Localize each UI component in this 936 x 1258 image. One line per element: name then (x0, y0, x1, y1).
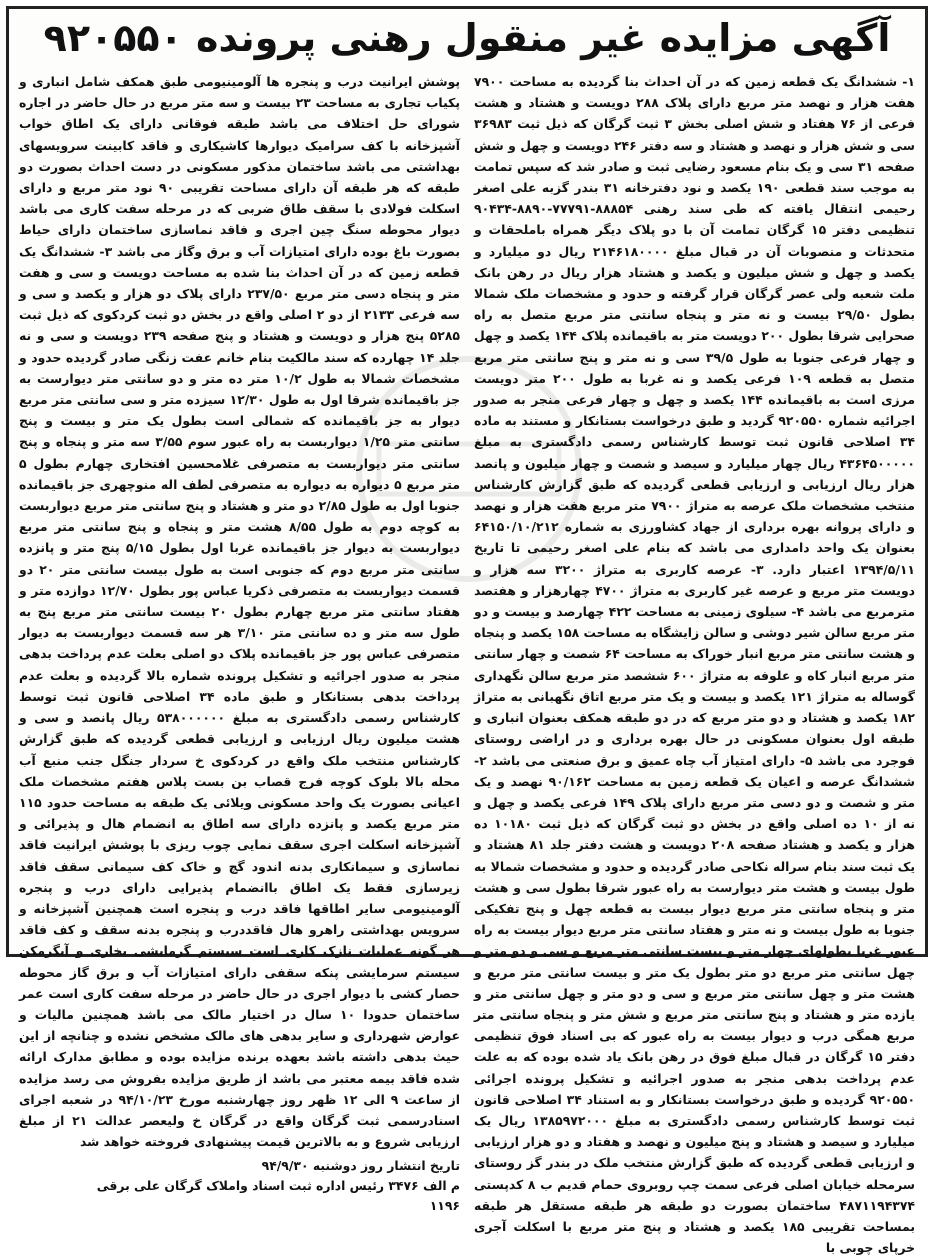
notice-column-left (19, 71, 461, 1214)
notice-footer (19, 1156, 460, 1216)
notice-code: ۱۱۹۶ (429, 1198, 460, 1214)
publish-date: تاریخ انتشار روز دوشنبه ۹۴/۹/۳۰ (261, 1158, 460, 1174)
notice-columns (19, 71, 916, 1256)
notice-text-right: ۱- ششدانگ یک قطعه زمین که در آن احداث بنا گردیده به مساحت ۷۹۰۰ هفت هزار و نهصد متر مربع دارای پلاک ۲۸۸ دویست و هشتاد و هشت فرعی از ۷۶ هفتاد و شش اصلی بخش ۳ ثبت گرگان که ذیل ثبت ۳۶۹۸۳ سی و شش هزار و نهصد و هشتاد و سه دفتر ۲۴۶ دویست و چهل و شش صفحه ۳۱ سی و یک بنام مسعود رضایی ثبت و صادر شد که سپس تمامت به موجب سند قطعی ۱۹۰ یکصد و نود دفترخانه ۳۱ بندر گزبه علی اصغر رحیمی انتقال یافته که طی سند رهنی ۸۸۸۵۴-۷۷۷۹۱-۸۸۹۰-۹۰۴۳۴ تنظیمی دفتر ۱۵ گرگان تمامت آن با دو پلاک دیگر همراه باملحقات و متحدثات و منصوبات آن در قبال مبلغ ۲۱۴۶۱۸۰۰۰۰ ریال دو میلیارد و یکصد و چهل و شش میلیون و یکصد و هشتاد هزار ریال در رهن بانک ملت شعبه ولی عصر گرگان قرار گرفته و حدود و مشخصات ملک شمالا بطول ۲۹/۵۰ بیست و نه متر و پنجاه سانتی متر مربع متصل به راه صحرایی شرقا بطول ۲۰۰ دویست متر به باقیمانده پلاک ۱۴۴ یکصد و چهل و چهار فرعی جنوبا به طول ۳۹/۵ سی و نه متر و پنج سانتی متر مربع متصل به قطعه ۱۰۹ فرعی یکصد و نه غربا به طول ۲۰۰ متر دویست مرزی است به باقیمانده ۱۴۴ یکصد و چهل و چهار فرعی منجر به صدور اجرائیه شماره ۹۲۰۵۵۰ گردید و طبق درخواست بستانکار و مستند به ماده ۳۴ اصلاحی قانون ثبت توسط کارشناس رسمی دادگستری به مبلغ ۴۳۶۴۵۰۰۰۰۰ ریال چهار میلیارد و سیصد و شصت و چهار میلیون و پانصد هزار ریال ارزیابی و ارزیابی قطعی گردیده که طبق گزارش کارشناس منتخب مشخصات ملک عرصه به متراژ ۷۹۰۰ متر مربع هفت هزار و نهصد و دارای پروانه بهره برداری از جهاد کشاورزی به شماره ۶۴۱۵۰/۱۰/۲۱۲ بعنوان یک واحد دامداری می باشد که بنام علی اصغر رحیمی تا تاریخ ۱۳۹۴/۵/۱۱ اعتبار دارد. ۳- عرصه کاربری به متراژ ۳۲۰۰ سه هزار و دویست متر مربع و عرصه غیر کاربری به متراژ ۴۷۰۰ چهارهزار و هفتصد مترمربع می باشد ۴- سیلوی زمینی به مساحت ۴۲۲ چهارصد و بیست و دو متر مربع سالن شیر دوشی و سالن زایشگاه به مساحت ۱۵۸ یکصد و پنجاه و هشت سانتی متر مربع انبار خوراک به مساحت ۶۴ شصت و چهار سانتی متر مربع انبار کاه و علوفه به متراژ ۶۰۰ ششصد متر مربع سالن نگهداری گوساله به متراژ ۱۲۱ یکصد و بیست و یک متر مربع اتاق نگهبانی به متراژ ۱۸۲ یکصد و هشتاد و دو متر مربع که در دو طبقه همکف بعنوان انباری و طبقه اول بعنوان مسکونی در حال بهره برداری و در اراضی روستای فوجرد می باشد ۵- دارای امتیاز آب چاه عمیق و برق صنعتی می باشد ۲- ششدانگ عرصه و اعیان یک قطعه زمین به مساحت ۹۰/۱۶۲ نهصد و یک متر و شصت و دو دسی متر مربع دارای پلاک ۱۴۹ فرعی یکصد و چهل و نه از ۱۰ ده اصلی واقع در بخش دو ثبت گرگان که ذیل ثبت ۱۰۱۸۰ ده هزار و یکصد و هشتاد صفحه ۲۰۸ دویست و هشت دفتر جلد ۸۱ هشتاد و یک ثبت سند بنام سراله نکاحی صادر گردیده و حدود و مشخصات شمالا به طول بیست و هشت متر دیوارست به راه عبور شرقا بطول سی و هشت متر و پنجاه سانتی متر مربع دیوار بیست به قطعه چهل و پنج تفکیکی جنوبا به طول بیست و نه متر و هفتاد سانتی متر مربع دیوار بیست به راه عبور غربا بطولهای چهار متر و بیست سانتی متر مربع و سی و دو متر و چهل سانتی متر مربع دو متر بطول یک متر و بیست سانتی متر مربع و هشت متر و چهل سانتی متر مربع و سی و دو متر و چهل سانتی متر و یازده متر و هشتاد و پنج سانتی متر مربع و شش متر و پنجاه سانتی متر مربع همگی درب و دیوار بیست به راه عبور که بی اسناد فوق تنظیمی دفتر ۱۵ گرگان در قبال مبلغ فوق در رهن بانک یاد شده بوده که به علت عدم پرداخت بدهی منجر به صدور اجرائیه و تشکیل پرونده اجرائی ۹۲۰۵۵۰ گردیده و طبق درخواست بستانکار و به استناد ۳۴ اصلاحی قانون ثبت توسط کارشناس رسمی دادگستری به مبلغ ۱۳۸۵۹۷۲۰۰۰ ریال یک میلیارد و سیصد و هشتاد و پنج میلیون و نهصد و هفتاد و دو هزار ارزیابی و ارزیابی قطعی گردیده که طبق گزارش منتخب ملک در بندر گز روستای سرمحله خیابان اصلی فرعی سمت چپ روبروی حمام قدیم ب ۸ کدپستی ۴۸۷۱۱۹۴۳۷۴ ساختمان بصورت دو طبقه هر طبقه مستقل هر طبقه بمساحت تقریبی ۱۸۵ یکصد و هشتاد و پنج متر مربع با اسکلت آجری خرپای چوبی با (474, 74, 916, 1256)
notice-text-left: پوشش ایرانیت درب و پنجره ها آلومینیومی طبق همکف شامل انباری و پکیاب تجاری به مساحت ۲۳ بیست و سه متر مربع در حال حاضر در اجاره شورای حل اختلاف می باشد طبقه فوقانی دارای یک اطاق خواب آشپزخانه با کف سرامیک دیوارها کاشیکاری و فاقد کابینت سرویسهای بهداشتی می باشد ساختمان مذکور مسکونی در دست احداث بصورت دو طبقه که هر طبقه آن دارای مساحت تقریبی ۹۰ نود متر مربع و دارای اسکلت فولادی با سقف طاق ضربی که در مرحله سفت کاری می باشد دیوار محوطه سنگ چین اجری و فاقد نماسازی ساختمان دارای حیاط بصورت باغ بوده دارای امتیازات آب و برق وگاز می باشد ۳- ششدانگ یک قطعه زمین که در آن احداث بنا شده به مساحت دویست و سی و هفت متر و پنجاه دسی متر مربع ۲۳۷/۵۰ دارای پلاک دو هزار و یکصد و سی و سه فرعی ۲۱۳۳ از دو ۲ اصلی واقع در بخش دو ثبت کردکوی که ذیل ثبت ۵۲۸۵ پنج هزار و دویست و هشتاد و پنج صفحه ۲۳۹ دویست و سی و نه جلد ۱۴ چهارده که سند مالکیت بنام خانم عفت زنگی صادر گردیده حدود و مشخصات شمالا به طول ۱۰/۲ متر ده متر و دو سانتی متر دیوارست به جز باقیمانده شرقا اول به طول ۱۲/۳۰ سیزده متر و سی سانتی متر مربع دیوار به جز باقیمانده که شمالی است بطول یک متر و بیست و پنج سانتی متر ۱/۲۵ دیواربست به راه عبور سوم ۳/۵۵ سه متر و پنجاه و پنج سانتی متر دیواربست به متصرفی غلامحسین افتخاری چهارم بطول ۵ متر مربع ۵ دیواره به دیواره به متصرفی لطف اله منوچهری جز باقیمانده جنوبا اول به طول ۲/۸۵ دو متر و هشتاد و پنج سانتی متر مربع دیواربست به کوچه دوم به طول ۸/۵۵ هشت متر و پنجاه و پنج سانتی متر مربع دیواربست به دیوار جز باقیمانده غربا اول بطول ۵/۱۵ پنج متر و پانزده سانتی متر مربع دوم که جنوبی است به طول بیست سانتی متر ۲۰ دو قسمت دیواربست به متصرفی ذکریا عباس پور بطول ۱۲/۷۰ دوازده متر و هفتاد سانتی متر مربع چهارم بطول ۲۰ بیست سانتی متر مربع پنج به طول سه متر و ده سانتی متر ۳/۱۰ هر سه قسمت دیواربست به دیوار متصرفی عباس پور جز باقیمانده پلاک دو اصلی بعلت عدم پرداخت بدهی منجر به صدور اجرائیه و تشکیل پرونده شماره بالا گردیده و بعلت عدم پرداخت بدهی بستانکار و طبق ماده ۳۴ اصلاحی قانون ثبت توسط کارشناس رسمی دادگستری به مبلغ ۵۳۸۰۰۰۰۰۰ ریال پانصد و سی و هشت میلیون ریال ارزیابی و ارزیابی قطعی گردیده که طبق گزارش کارشناس منتخب ملک واقع در کردکوی خ سردار جنگل جنب منبع آب محله بالا بلوک کوچه فرج قصاب بن بست پلاس هفتم مشخصات ملک اعیانی بصورت یک واحد مسکونی ویلائی یک طبقه به مساحت حدود ۱۱۵ متر مربع یکصد و پانزده دارای سه اطاق به انضمام هال و پذیرائی و آشپزخانه اسکلت اجری سقف نمایی چوب ریزی با پوشش ایرانیت فاقد نماسازی و سیمانکاری بدنه اندود گچ و خاک کف سیمانی سقف فاقد زیرسازی فقط یک اطاق باانضمام پذیرایی دارای درب و پنجره آلومینیومی سایر اطاقها فاقد درب و پنجره است همچنین آشپزخانه و سرویس بهداشتی راهرو هال فاقددرب و پنجره بدنه سقف و کف فاقد هر گونه عملیات نازک کاری است سیستم گرمایشی بخاری و آبگرمکن سیستم سرمایشی پنکه سقفی دارای امتیازات آب و برق گاز محوطه حصار کشی با دیوار اجری در حال حاضر در مرحله سفت کاری است عمر ساختمان حدودا ۱۰ سال در اختیار مالک می باشد همچنین مالیات و عوارض شهرداری و سایر بدهی های مالک مشخص نشده و چنانچه از این حیث بدهی داشته باشد بعهده برنده مزایده بوده و مطابق مدارک ارائه شده فاقد بیمه معتبر می باشد از طریق مزایده بفروش می رسد مزایده از ساعت ۹ الی ۱۲ ظهر روز چهارشنبه مورخ ۹۴/۱۰/۲۳ در شعبه اجرای اسنادرسمی ثبت گرگان واقع در گرگان خ ولیعصر عدالت ۲۱ از مبلغ ارزیابی شروع و به بالاترین قیمت پیشنهادی فروخته خواهد شد (19, 74, 461, 1150)
signature-line: م الف ۳۴۷۶ رئیس اداره ثبت اسناد واملاک گرگان علی برقی (96, 1178, 460, 1194)
notice-title: آگهی مزایده غیر منقول رهنی پرونده ۹۲۰۵۵۰ (43, 16, 891, 60)
notice-column-right (474, 71, 916, 1256)
auction-notice (6, 6, 928, 1256)
